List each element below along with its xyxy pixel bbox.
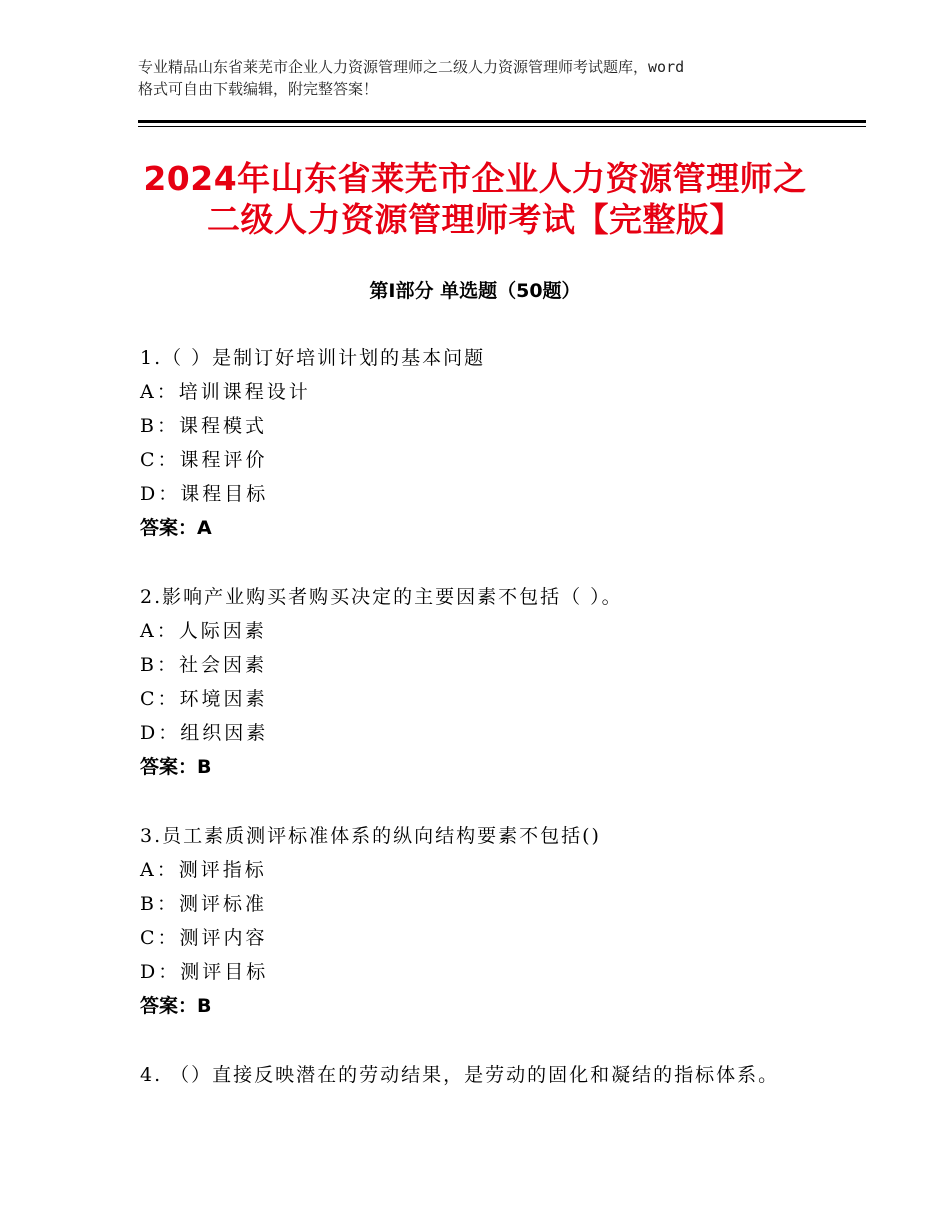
option-a: A：人际因素 [140,620,267,642]
document-title [120,158,830,240]
option-c: C：测评内容 [140,927,268,949]
option-a: A：测评指标 [140,859,267,881]
title-line-1: 2024年山东省莱芜市企业人力资源管理师之 [143,159,807,198]
page-header [138,56,828,100]
option-b: B：社会因素 [140,654,267,676]
option-a: A：培训课程设计 [140,381,311,403]
question-block [140,341,840,545]
option-d: D：课程目标 [140,483,269,505]
section-heading: 第Ⅰ部分 单选题（50题） [369,280,581,302]
header-divider-thin [138,126,866,127]
title-line-2: 二级人力资源管理师考试【完整版】 [207,200,743,239]
question-block [140,819,840,1023]
question-stem: 3.员工素质测评标准体系的纵向结构要素不包括() [140,825,601,847]
answer-label: 答案：B [140,756,212,778]
question-stem: 2.影响产业购买者购买决定的主要因素不包括（ ）。 [140,586,623,608]
header-line-2: 格式可自由下载编辑，附完整答案！ [138,80,379,98]
option-b: B：测评标准 [140,893,267,915]
option-d: D：组织因素 [140,722,269,744]
question-stem: 4. （）直接反映潜在的劳动结果，是劳动的固化和凝结的指标体系。 [140,1064,780,1086]
option-b: B：课程模式 [140,415,267,437]
question-block [140,1058,840,1092]
option-c: C：环境因素 [140,688,268,710]
answer-label: 答案：A [140,517,212,539]
header-line-1: 专业精品山东省莱芜市企业人力资源管理师之二级人力资源管理师考试题库，word [138,58,685,76]
question-stem: 1.（ ）是制订好培训计划的基本问题 [140,347,486,369]
question-block [140,580,840,784]
option-d: D：测评目标 [140,961,269,983]
option-c: C：课程评价 [140,449,268,471]
answer-label: 答案：B [140,995,212,1017]
header-divider-thick [138,120,866,123]
